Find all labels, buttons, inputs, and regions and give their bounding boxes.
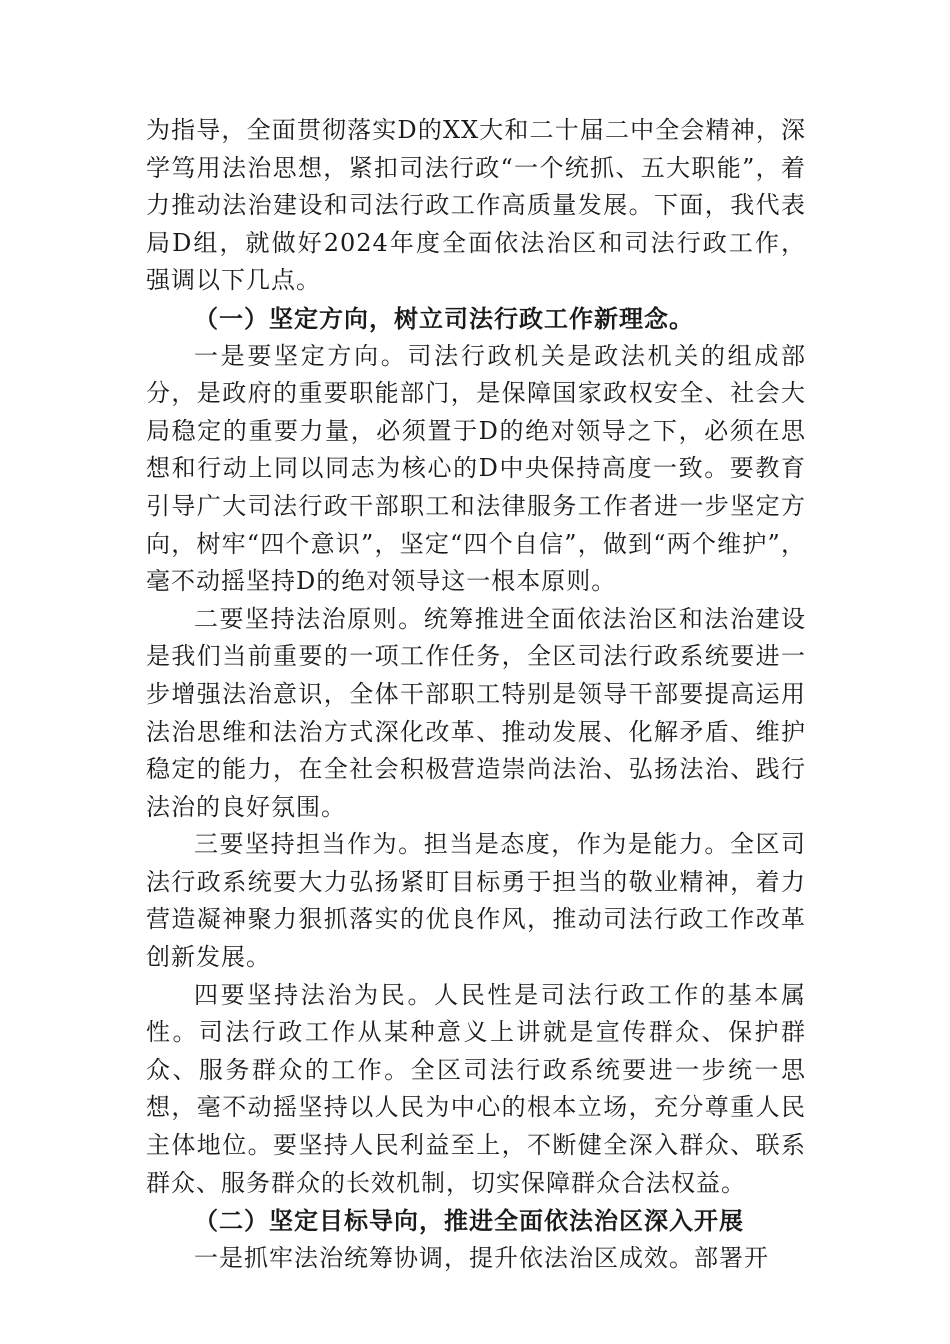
paragraph-body: 二要坚持法治原则。统筹推进全面依法治区和法治建设是我们当前重要的一项工作任务，全区司法行政系统要进一步增强法治意识，全体干部职工特别是领导干部要提高运用法治思维和法治方式深化改革、推动发展、化解矛盾、维护稳定的能力，在全社会积极营造崇尚法治、弘扬法治、践行法治的良好氛围。 bbox=[146, 604, 806, 821]
section-heading-1: （一）坚定方向，树立司法行政工作新理念。 bbox=[194, 303, 694, 333]
document-page bbox=[146, 112, 806, 1277]
paragraph-body: 四要坚持法治为民。人民性是司法行政工作的基本属性。司法行政工作从某种意义上讲就是宣传群众、保护群众、服务群众的工作。全区司法行政系统要进一步统一思想，毫不动摇坚持以人民为中心的根本立场，充分尊重人民主体地位。要坚持人民利益至上，不断健全深入群众、联系群众、服务群众的长效机制，切实保障群众合法权益。 bbox=[146, 980, 806, 1197]
paragraph-body: 一是抓牢法治统筹协调，提升依法治区成效。部署开 bbox=[194, 1243, 769, 1272]
paragraph-continuation: 为指导，全面贯彻落实D的XX大和二十届二中全会精神，深学笃用法治思想，紧扣司法行政“一个统抓、五大职能”，着力推动法治建设和司法行政工作高质量发展。下面，我代表局D组，就做好2024年度全面依法治区和司法行政工作，强调以下几点。 bbox=[146, 116, 806, 295]
paragraph-body: 三要坚持担当作为。担当是态度，作为是能力。全区司法行政系统要大力弘扬紧盯目标勇于担当的敬业精神，着力营造凝神聚力狠抓落实的优良作风，推动司法行政工作改革创新发展。 bbox=[146, 830, 806, 972]
paragraph-body: 一是要坚定方向。司法行政机关是政法机关的组成部分，是政府的重要职能部门，是保障国家政权安全、社会大局稳定的重要力量，必须置于D的绝对领导之下，必须在思想和行动上同以同志为核心的D中央保持高度一致。要教育引导广大司法行政干部职工和法律服务工作者进一步坚定方向，树牢“四个意识”，坚定“四个自信”，做到“两个维护”，毫不动摇坚持D的绝对领导这一根本原则。 bbox=[146, 341, 806, 596]
section-heading-2: （二）坚定目标导向，推进全面依法治区深入开展 bbox=[194, 1206, 744, 1236]
